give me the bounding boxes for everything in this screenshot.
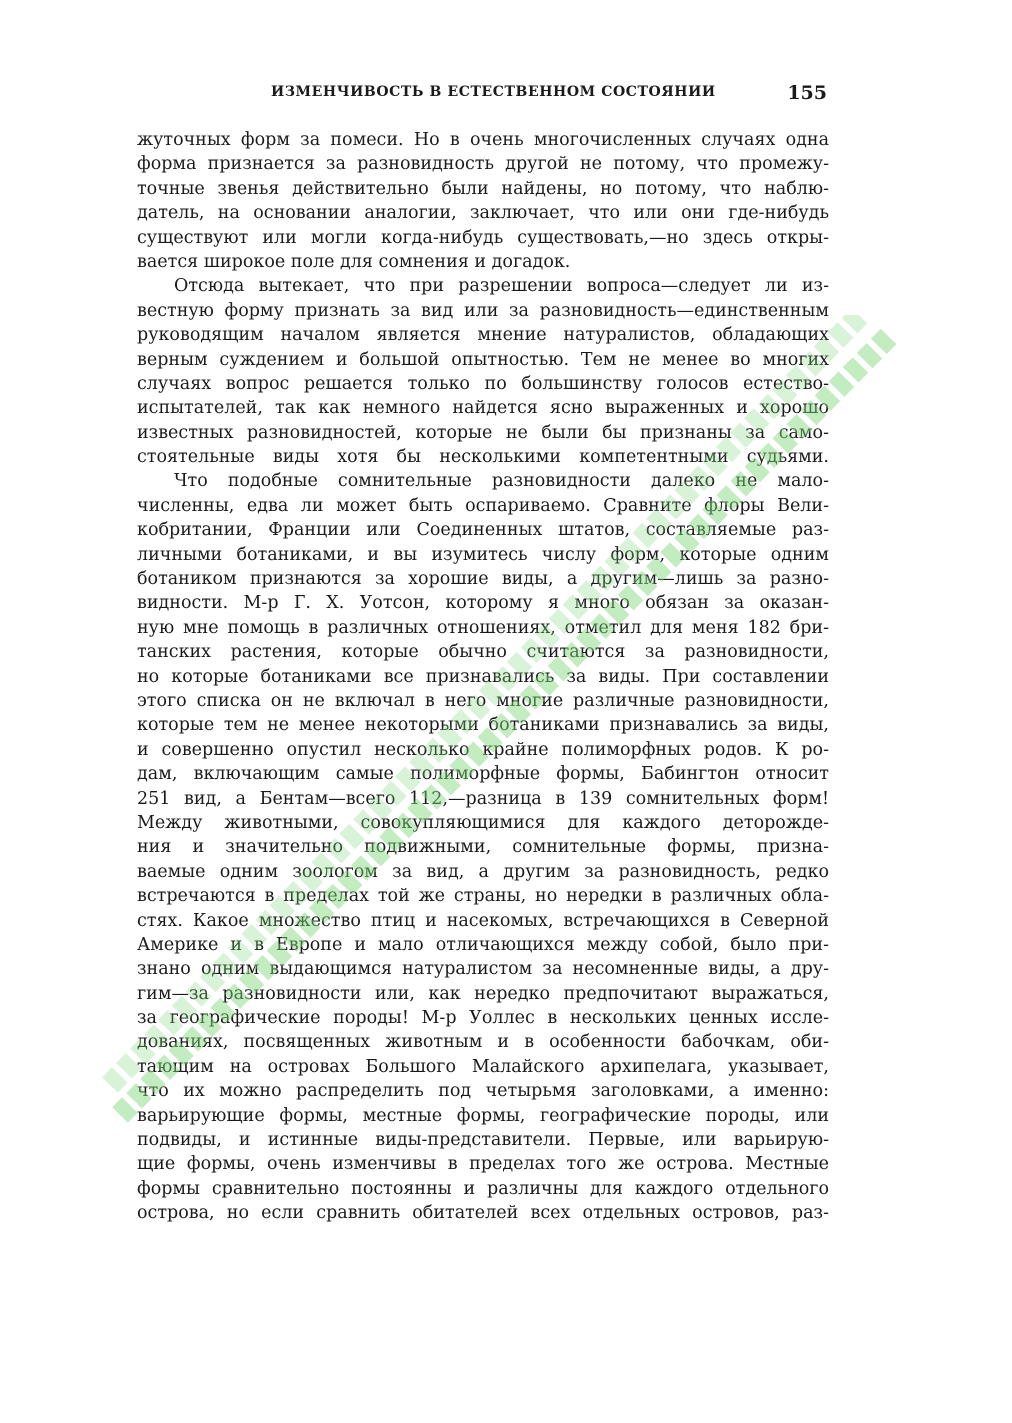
text-line: что их можно распределить под четырьмя заголовками, а именно: bbox=[137, 1081, 829, 1102]
text-line: форма признается за разновидность другой не потому, что промежу- bbox=[137, 154, 829, 175]
text-line: ния и значительно подвижными, сомнительные формы, призна- bbox=[137, 837, 829, 858]
text-line: кобритании, Франции или Соединенных штатов, составляемые раз- bbox=[137, 520, 829, 541]
text-line: но которые ботаниками все признавались за виды. При составлении bbox=[137, 666, 829, 687]
text-line: подвиды, и истинные виды-представители. Первые, или варьирую- bbox=[137, 1130, 829, 1151]
text-line: руководящим началом является мнение натуралистов, обладающих bbox=[137, 325, 829, 346]
text-line: датель, на основании аналогии, заключает, что или они где-нибудь bbox=[137, 203, 829, 224]
text-line: формы сравнительно постоянны и различны для каждого отдельного bbox=[137, 1178, 829, 1199]
body-text bbox=[137, 128, 829, 1226]
text-line: танских растения, которые обычно считаются за разновидности, bbox=[137, 642, 829, 663]
text-line: ботаником признаются за хорошие виды, а другим—лишь за разно- bbox=[137, 569, 829, 590]
page-number: 155 bbox=[787, 82, 827, 104]
text-line: известных разновидностей, которые не были бы признаны за само- bbox=[137, 422, 829, 443]
text-line: верным суждением и большой опытностью. Тем не менее во многих bbox=[137, 349, 829, 370]
text-line: этого списка он не включал в него многие различные разновидности, bbox=[137, 690, 829, 711]
text-line: ную мне помощь в различных отношениях, отметил для меня 182 бри- bbox=[137, 617, 829, 638]
text-line: варьирующие формы, местные формы, географические породы, или bbox=[137, 1105, 829, 1126]
text-line: дованиях, посвященных животным и в особенности бабочкам, оби- bbox=[137, 1032, 829, 1053]
text-line: острова, но если сравнить обитателей всех отдельных островов, раз- bbox=[137, 1203, 829, 1224]
text-line: численны, едва ли может быть оспариваемо. Сравните флоры Вели- bbox=[137, 495, 829, 516]
text-line: жуточных форм за помеси. Но в очень многочисленных случаях одна bbox=[137, 130, 829, 150]
text-line: стоятельные виды хотя бы несколькими компетентными судьями. bbox=[137, 447, 829, 468]
text-line: точные звенья действительно были найдены, но потому, что наблю- bbox=[137, 178, 829, 199]
text-line: тающим на островах Большого Малайского архипелага, указывает, bbox=[137, 1056, 829, 1077]
text-line: случаях вопрос решается только по большинству голосов естество- bbox=[137, 373, 829, 394]
text-line: Что подобные сомнительные разновидности далеко не мало- bbox=[174, 471, 829, 492]
text-line: ваемые одним зоологом за вид, а другим за разновидность, редко bbox=[137, 861, 829, 882]
text-line: щие формы, очень изменчивы в пределах того же острова. Местные bbox=[137, 1154, 829, 1175]
text-line: вестную форму признать за вид или за разновидность—единственным bbox=[137, 300, 829, 321]
text-line: которые тем не менее некоторыми ботаниками признавались за виды, bbox=[137, 715, 829, 736]
running-head bbox=[137, 82, 827, 106]
text-line: дам, включающим самые полиморфные формы, Бабингтон относит bbox=[137, 764, 829, 785]
text-line: видности. М-р Г. Х. Уотсон, которому я много обязан за оказан- bbox=[137, 593, 829, 614]
text-line: и совершенно опустил несколько крайне полиморфных родов. К ро- bbox=[137, 739, 829, 760]
text-line: стях. Какое множество птиц и насекомых, встречающихся в Северной bbox=[137, 910, 829, 931]
text-line: Между животными, совокупляющимися для каждого деторожде- bbox=[137, 812, 829, 833]
text-line: существуют или могли когда-нибудь существовать,—но здесь откры- bbox=[137, 227, 829, 248]
text-line: испытателей, так как немного найдется ясно выраженных и хорошо bbox=[137, 398, 829, 419]
text-line: Америке и в Европе и мало отличающихся между собой, было при- bbox=[137, 934, 829, 955]
running-title: ИЗМЕНЧИВОСТЬ В ЕСТЕСТВЕННОМ СОСТОЯНИИ bbox=[271, 84, 716, 100]
text-line: встречаются в пределах той же страны, но нередки в различных обла- bbox=[137, 886, 829, 907]
text-line: Отсюда вытекает, что при разрешении вопроса—следует ли из- bbox=[174, 276, 829, 297]
text-line: вается широкое поле для сомнения и догадок. bbox=[137, 251, 571, 272]
text-line: личными ботаниками, и вы изумитесь числу форм, которые одним bbox=[137, 544, 829, 565]
text-line: за географические породы! М-р Уоллес в нескольких ценных иссле- bbox=[137, 1008, 829, 1029]
text-line: знано одним выдающимся натуралистом за несомненные виды, а дру- bbox=[137, 959, 829, 980]
text-line: гим—за разновидности или, как нередко предпочитают выражаться, bbox=[137, 983, 829, 1004]
text-line: 251 вид, а Бентам—всего 112,—разница в 139 сомнительных форм! bbox=[137, 788, 829, 809]
